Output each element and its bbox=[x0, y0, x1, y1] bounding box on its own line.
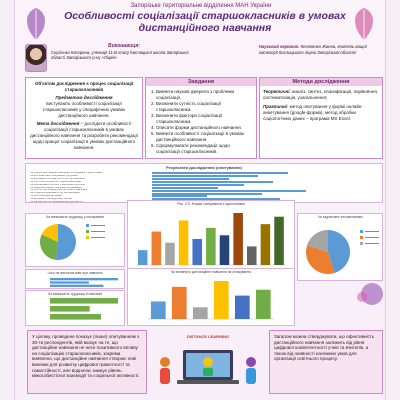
tasks-title: Завдання bbox=[146, 78, 256, 86]
bar bbox=[179, 220, 189, 265]
object-title: Об'єктом дослідження є процес соціалізації старшокласників bbox=[34, 81, 134, 92]
bar bbox=[151, 301, 166, 319]
findings-row-bar bbox=[152, 178, 229, 180]
practical-text: : метод опитування у формі онлайн-анкетування (google-форма), метод обробки соціологічних даних – програма MS Excel. bbox=[263, 104, 363, 121]
legend-swatch bbox=[360, 236, 363, 239]
bar-chart-wide bbox=[127, 268, 295, 326]
decor-circle-small bbox=[357, 292, 367, 302]
findings-row-label: Чи вистачає вам мотивації bbox=[30, 195, 63, 198]
chart-title: Чого не вистачає вам при навчанні bbox=[47, 271, 103, 275]
bar bbox=[50, 285, 103, 287]
chart-title: Чи виникають труднощі у спілкуванні bbox=[45, 215, 105, 219]
bar bbox=[192, 239, 202, 265]
supervisor-label: Науковий керівник: bbox=[259, 44, 300, 49]
task-item: 4. Описати форми дистанційного навчання. bbox=[156, 125, 253, 131]
findings-row-label: Чи хотіли б ви повернутись до очного навчання bbox=[30, 189, 88, 192]
hbar-chart-1 bbox=[25, 269, 125, 289]
pie-slice bbox=[56, 224, 76, 260]
bar bbox=[206, 228, 216, 265]
bar bbox=[50, 314, 101, 320]
bar bbox=[233, 213, 243, 265]
findings-row-bar bbox=[152, 195, 207, 197]
legend-label bbox=[91, 237, 105, 238]
executor-label: Виконавиця: bbox=[108, 43, 140, 49]
bar bbox=[50, 281, 89, 283]
laptop-people-icon bbox=[153, 340, 263, 392]
findings-row-label: Чи допомагають вчителі у вирішенні проблем bbox=[30, 183, 85, 186]
goal-label: Мета дослідження bbox=[36, 121, 80, 126]
pie-chart-2 bbox=[297, 213, 383, 281]
distance-learning-illustration bbox=[153, 334, 263, 392]
findings-row-label: Чи вистачає вам спілкування з друзями bbox=[30, 174, 78, 177]
findings-row-label: Чи відчуваєте ви самотність під час навчання bbox=[30, 177, 85, 180]
findings-row-bar bbox=[152, 175, 258, 177]
findings-row-bar bbox=[152, 193, 262, 195]
bar bbox=[172, 287, 187, 319]
chart-title: Чи задоволені ви навчанням bbox=[317, 215, 363, 219]
legend-swatch bbox=[86, 236, 89, 239]
bar bbox=[220, 235, 230, 265]
legend-label bbox=[365, 237, 379, 238]
hbar-chart-2 bbox=[25, 290, 125, 326]
supervisor-block bbox=[259, 44, 383, 55]
goal-text: – дослідити особливості соціалізації старшокласників в умовах дистанційного навчання та розробити рекомендації щодо кращої соціалізації в умовах дистанційного навчання. bbox=[30, 121, 138, 150]
task-item: 3. Визначити фактори соціалізації старшокласника. bbox=[156, 113, 253, 125]
task-item: 5. Вивчити особливості соціалізації в умовах дистанційного навчання. bbox=[156, 131, 253, 143]
bar bbox=[214, 281, 229, 319]
chart-title: Рис. 2.5. Форми спілкування з однолітками bbox=[177, 202, 245, 206]
subject-text: виступають особливості соціалізації старшокласників у специфічних умовах дистанційного навчання. bbox=[42, 101, 126, 118]
poster bbox=[14, 0, 386, 400]
illustration-caption: DISTANCE LEARNING bbox=[186, 334, 230, 339]
findings-row-bar bbox=[152, 184, 244, 186]
bar bbox=[165, 243, 175, 265]
org-header: Запорізьке територіальне відділення МАН України bbox=[130, 3, 272, 9]
executor-block bbox=[51, 44, 197, 61]
author-photo bbox=[25, 44, 47, 72]
chart-title: Чи вплинуло дистанційне навчання на спілкування bbox=[170, 270, 252, 274]
findings-row-label: Які труднощі виникають під час навчання bbox=[30, 192, 80, 195]
legend-label bbox=[91, 225, 105, 226]
bar bbox=[50, 306, 90, 312]
bar bbox=[193, 307, 208, 319]
legend-swatch bbox=[360, 230, 363, 233]
bar bbox=[138, 250, 148, 265]
findings-row-label: Чи займаєтесь ви позашкільною діяльністю bbox=[30, 201, 83, 203]
subject-label: Предметом дослідження bbox=[55, 95, 113, 100]
page-title: Особливості соціалізації старшокласників в умовах дистанційного навчання bbox=[64, 10, 346, 34]
bar bbox=[152, 232, 162, 265]
supervisor-text: Кочаненко Жанна, вчитель вищої категорії Кислицького ліцею Запорізької області bbox=[259, 44, 367, 55]
bar bbox=[235, 296, 250, 319]
task-item: 6. Сформулювати рекомендації щодо соціалізації старшокласників. bbox=[156, 143, 253, 155]
findings-row-label: Як часто ви спілкуєтесь з однокласниками bbox=[30, 180, 82, 183]
legend-label bbox=[365, 231, 379, 232]
theoretical-label: Теоретичні bbox=[263, 89, 290, 94]
tasks-box bbox=[145, 77, 257, 159]
theoretical-text: : аналіз, синтез, класифікація, порівняння, систематизація, узагальнення; bbox=[263, 89, 379, 100]
object-box bbox=[25, 77, 143, 159]
legend-label bbox=[91, 231, 105, 232]
pie-chart-1 bbox=[25, 213, 125, 267]
findings-row-label: Чи змінилось ваше ставлення до навчання bbox=[30, 186, 82, 189]
findings-row-label: Чи відчуваєте ви підтримку батьків bbox=[30, 198, 72, 201]
findings-row-label: Чи сприяє дистанційне навчання спілкуванню з однолітками bbox=[30, 172, 103, 174]
findings-chart bbox=[25, 163, 383, 203]
bar bbox=[247, 246, 257, 265]
methods-title: Методи дослідження bbox=[260, 78, 382, 86]
bar bbox=[50, 278, 118, 280]
legend-label bbox=[365, 243, 379, 244]
methods-box bbox=[259, 77, 383, 159]
right-note-text: Загалом можна стверджувати, що ефективність дистанційного навчання залежить від рівня цифрової компетентності учнів та вчителів, а також від наявності належних умов для організації освітнього процесу. bbox=[269, 330, 383, 394]
findings-row-bar bbox=[152, 187, 218, 189]
task-item: 2. Визначити сутність соціалізації старшокласника. bbox=[156, 101, 253, 113]
practical-label: Практичні bbox=[263, 104, 288, 109]
findings-row-bar bbox=[152, 190, 306, 192]
task-item: 1. Вивчити наукові джерела з проблеми соціалізації. bbox=[156, 89, 253, 101]
bar bbox=[274, 217, 284, 265]
legend-swatch bbox=[86, 230, 89, 233]
findings-row-bar bbox=[152, 181, 273, 183]
left-leaf-icon bbox=[21, 6, 51, 42]
conclusion-text: У цілому, проведене показує (лише) опитуванням з 30-ти респондентів, якій вказує на те, що дистанційне навчання не несе позитивного впливу на соціалізацію старшокласників, зокрема виявлено, що дистанційне навчання створює нові виклики для розвитку цифрової грамотності та самостійності, але водночас знижує рівень міжособистісної взаємодії та соціальної активності. bbox=[27, 330, 147, 394]
bar bbox=[50, 298, 118, 304]
executor-text: Сергієнко Катерина, учениця 11-В класу Кислицької школи Запорізької області Запорізького р-ну «Ліцей» bbox=[51, 49, 189, 60]
tasks-list bbox=[149, 89, 253, 155]
findings-row-bar bbox=[152, 172, 288, 174]
legend-swatch bbox=[360, 242, 363, 245]
bar bbox=[261, 224, 271, 265]
findings-title: Результати дослідження (опитування) bbox=[166, 165, 242, 170]
legend-swatch bbox=[86, 224, 89, 227]
bar bbox=[256, 290, 271, 319]
chart-title: Чи виникають труднощі в навчанні bbox=[47, 292, 103, 296]
